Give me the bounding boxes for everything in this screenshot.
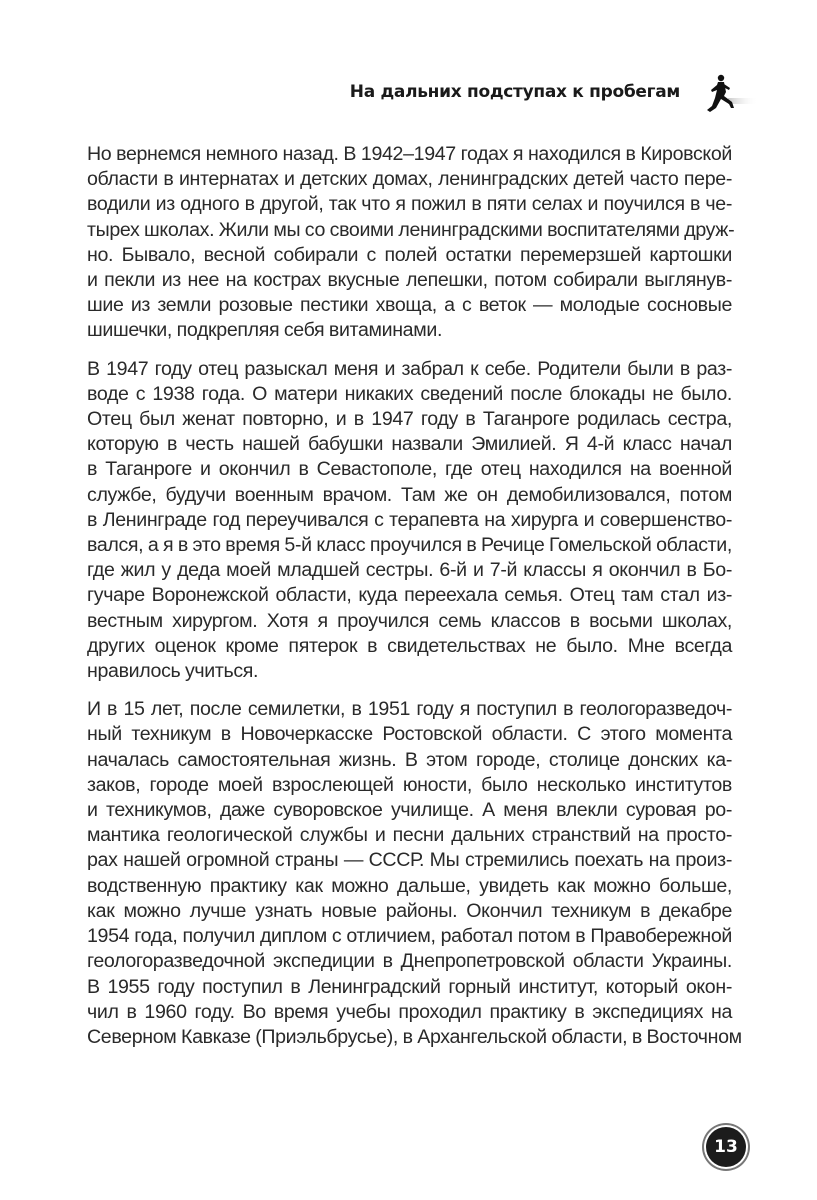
text-line: которую в честь нашей бабушки назвали Эмилией. Я 4-й класс начал xyxy=(87,433,732,456)
text-line: области в интернатах и детских домах, ленинградских детей часто пере- xyxy=(87,168,732,191)
text-line: службе, будучи военным врачом. Там же он демобилизовался, потом xyxy=(87,483,732,506)
text-line: вестным хирургом. Хотя я проучился семь классов в восьми школах, xyxy=(87,609,732,632)
text-line: Отец был женат повторно, и в 1947 году в Таганроге родилась сестра, xyxy=(87,408,732,431)
paragraph xyxy=(87,142,735,344)
body-text xyxy=(87,142,742,1063)
text-line: началась самостоятельная жизнь. В этом городе, столице донских ка- xyxy=(87,748,732,771)
text-line: ный техникум в Новочеркасске Ростовской области. С этого момента xyxy=(87,723,732,746)
text-line: тырех школах. Жили мы со своими ленинградскими воспитателями друж- xyxy=(87,218,735,241)
text-line: водственную практику как можно дальше, увидеть как можно больше, xyxy=(87,874,732,897)
text-line: рах нашей огромной страны — СССР. Мы стремились поехать на произ- xyxy=(87,849,732,872)
paragraph xyxy=(87,697,742,1050)
text-line: в Таганроге и окончил в Севастополе, где отец находился на военной xyxy=(87,458,732,481)
text-line: И в 15 лет, после семилетки, в 1951 году я поступил в геологоразведоч- xyxy=(87,698,732,721)
text-line: вался, а я в это время 5-й класс проучился в Речице Гомельской области, xyxy=(87,534,732,557)
text-line: В 1947 году отец разыскал меня и забрал к себе. Родители были в раз- xyxy=(87,357,732,380)
text-line: но. Бывало, весной собирали с полей остатки перемерзшей картошки xyxy=(87,243,732,266)
text-line: чил в 1960 году. Во время учебы проходил практику в экспедициях на xyxy=(87,1000,732,1023)
text-line: В 1955 году поступил в Ленинградский горный институт, который окон- xyxy=(87,975,732,998)
text-line: гучаре Воронежской области, куда переехала семья. Отец там стал из- xyxy=(87,584,732,607)
text-line: воде с 1938 года. О матери никаких сведений после блокады не было. xyxy=(87,382,732,405)
page-number-badge xyxy=(706,1127,746,1167)
page-number: 13 xyxy=(714,1137,738,1157)
running-header: На дальних подступах к пробегам xyxy=(349,82,680,102)
text-line: водили из одного в другой, так что я пожил в пяти селах и поучился в че- xyxy=(87,193,732,216)
text-line: шишечки, подкрепляя себя витаминами. xyxy=(87,319,443,342)
text-line: в Ленинграде год переучивался с терапевта на хирурга и совершенство- xyxy=(87,508,732,531)
runner-icon xyxy=(700,74,760,116)
text-line: где жил у деда моей младшей сестры. 6-й и 7-й классы я окончил в Бо- xyxy=(87,559,732,582)
text-line: геологоразведочной экспедиции в Днепропетровской области Украины. xyxy=(87,950,732,973)
text-line: 1954 года, получил диплом с отличием, работал потом в Правобережной xyxy=(87,925,732,948)
text-line: шие из земли розовые пестики хвоща, а с веток — молодые сосновые xyxy=(87,294,732,317)
text-line: Но вернемся немного назад. В 1942–1947 годах я находился в Кировской xyxy=(87,143,732,165)
paragraph xyxy=(87,357,732,685)
text-line: других оценок кроме пятерок в свидетельствах не было. Мне всегда xyxy=(87,634,732,657)
text-line: и пекли из нее на кострах вкусные лепешки, потом собирали выглянув- xyxy=(87,269,732,292)
text-line: заков, городе моей взрослеющей юности, было несколько институтов xyxy=(87,773,732,796)
text-line: как можно лучше узнать новые районы. Окончил техникум в декабре xyxy=(87,899,732,922)
text-line: мантика геологической службы и песни дальних странствий на просто- xyxy=(87,824,732,847)
text-line: Северном Кавказе (Приэльбрусье), в Архангельской области, в Восточном xyxy=(87,1025,742,1048)
text-line: нравилось учиться. xyxy=(87,660,259,683)
text-line: и техникумов, даже суворовское училище. А меня влекли суровая ро- xyxy=(87,799,732,822)
